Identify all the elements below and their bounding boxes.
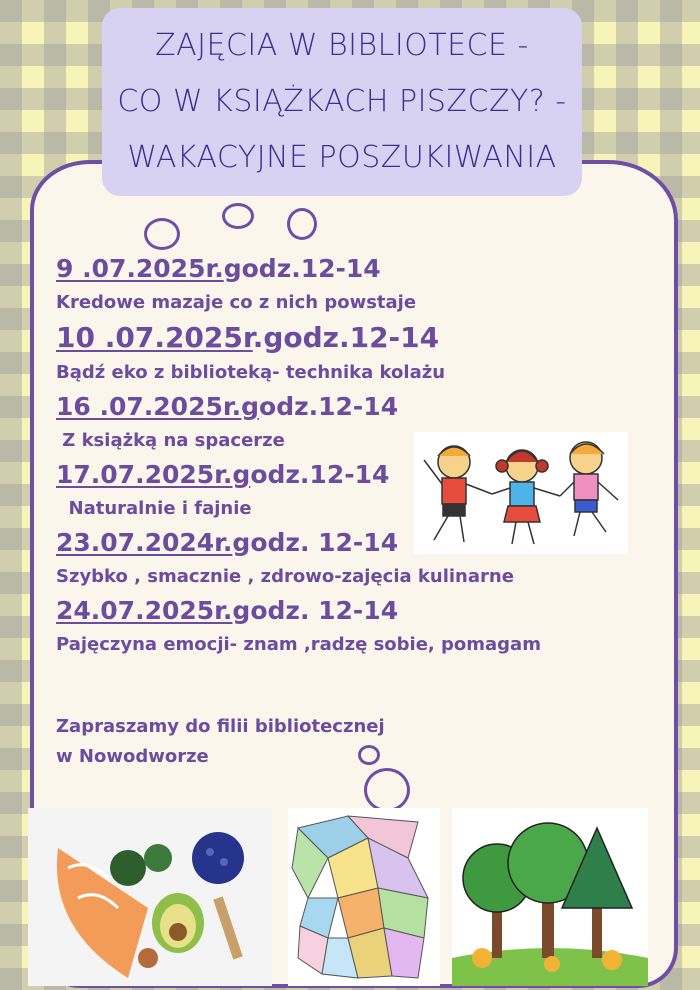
event-date [56, 320, 656, 356]
title-box [102, 8, 582, 196]
page-title-line-1: ZAJĘCIA W BIBLIOTECE - [155, 28, 529, 63]
event-description: Kredowe mazaje co z nich powstaje [56, 292, 417, 313]
invitation-line-1: Zapraszamy do filii bibliotecznej [56, 716, 385, 737]
event-description: Z książką na spacerze [56, 430, 285, 451]
poland-map-photo [288, 808, 440, 986]
event-time: .godz.12-14 [252, 321, 440, 354]
food-heart-icon [28, 808, 272, 986]
healthy-food-photo [28, 808, 272, 986]
event-date-day: 10 .07.2025r [56, 321, 253, 354]
decor-bubble [287, 208, 317, 240]
event-date [56, 390, 656, 424]
map-icon [288, 808, 440, 986]
event-description: Bądź eko z biblioteką- technika kolażu [56, 362, 446, 383]
event-description: Pajęczyna emocji- znam ,radzę sobie, pomagam [56, 634, 541, 655]
decor-bubble [364, 768, 410, 812]
event-date-day: 17.07.2025r.g [56, 460, 251, 489]
event-date [56, 252, 656, 286]
event-description: Szybko , smacznie , zdrowo-zajęcia kulinarne [56, 566, 514, 587]
kids-drawing-icon [414, 432, 628, 554]
trees-icon [452, 808, 648, 986]
event-description: Naturalnie i fajnie [56, 498, 252, 519]
event-time: odz.12-14 [259, 392, 399, 421]
decor-bubble [144, 218, 180, 250]
decor-bubble [222, 203, 254, 229]
invitation-text [56, 712, 385, 772]
event-time: godz. 12-14 [232, 596, 399, 625]
event-time: godz. 12-14 [232, 528, 399, 557]
forest-illustration [452, 808, 648, 986]
event-date-day: 9 .07.2025r. [56, 254, 224, 283]
event-date-day: 23.07.2024r. [56, 528, 233, 557]
event-time: odz.12-14 [250, 460, 390, 489]
kids-illustration [414, 432, 628, 554]
invitation-line-2: w Nowodworze [56, 746, 209, 767]
event-date-day: 24.07.2025r. [56, 596, 233, 625]
event-time: godz.12-14 [223, 254, 381, 283]
event-date [56, 594, 656, 628]
page-title-line-2: CO W KSIĄŻKACH PISZCZY? - [117, 84, 567, 119]
page-title-line-3: WAKACYJNE POSZUKIWANIA [127, 140, 557, 175]
event-date-day: 16 .07.2025r.g [56, 392, 260, 421]
